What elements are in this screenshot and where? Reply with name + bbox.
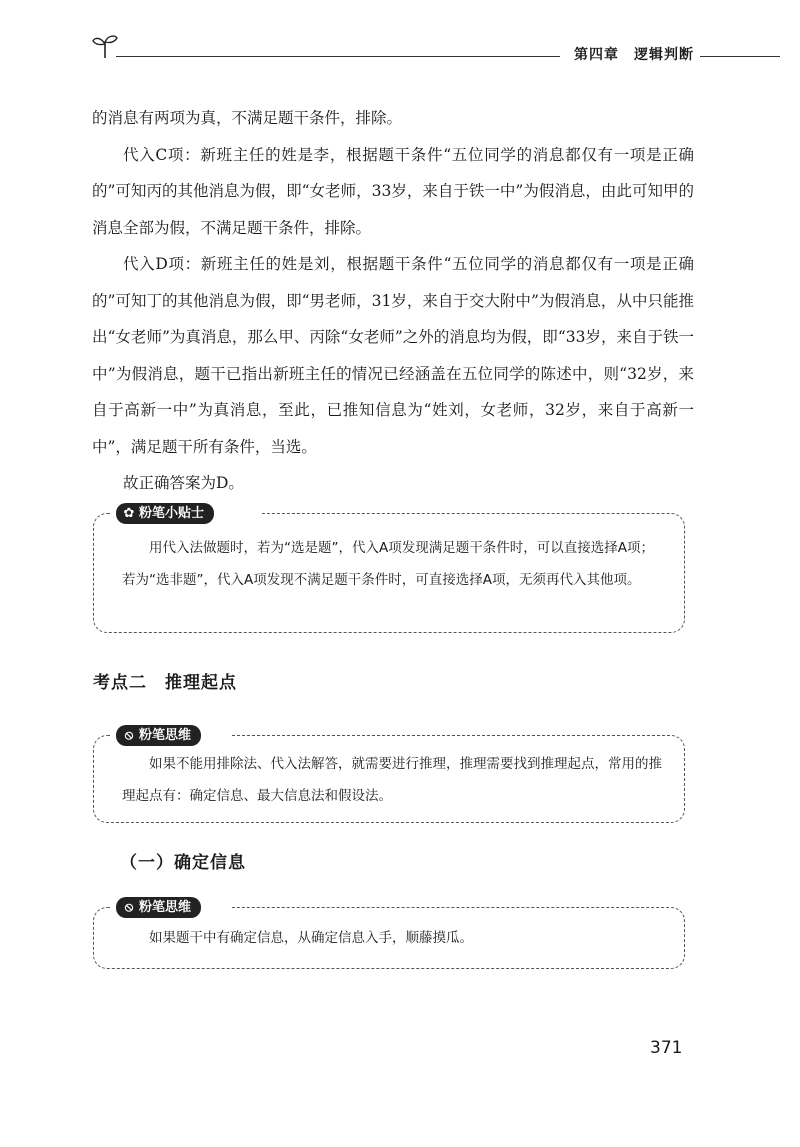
- page-number: 371: [650, 1038, 683, 1058]
- sprout-icon: ✿: [123, 506, 135, 521]
- tip-box-thinking-2: [93, 900, 685, 969]
- paragraph-3: 代入D项：新班主任的姓是刘，根据题干条件“五位同学的消息都仅有一项是正确的”可知丁的其他消息为假，即“男老师，31岁，来自于交大附中”为假消息，从中只能推出“女老师”为真消息，那么甲、丙除“女老师”之外的消息均为假，即“33岁，来自于铁一中”为假消息，题干已指出新班主任的情况已经涵盖在五位同学的陈述中，则“32岁，来自于高新一中”为真消息，至此，已推知信息为“姓刘，女老师，32岁，来自于高新一中”，满足题干所有条件，当选。: [92, 255, 694, 456]
- tip-paragraph: 如果题干中有确定信息，从确定信息入手，顺藤摸瓜。: [149, 930, 473, 946]
- no-sign-icon: ⦸: [124, 728, 134, 743]
- paragraph-1: 的消息有两项为真，不满足题干条件，排除。: [92, 109, 403, 127]
- paragraph-2: 代入C项：新班主任的姓是李，根据题干条件“五位同学的消息都仅有一项是正确的”可知丙的其他消息为假，即“女老师，33岁，来自于铁一中”为假消息，由此可知甲的消息全部为假，不满足题干条件，排除。: [92, 145, 694, 237]
- tip-text: [94, 514, 684, 602]
- no-sign-icon: ⦸: [124, 900, 134, 915]
- tip-label: ⦸ 粉笔思维: [116, 725, 201, 746]
- subsection-title: （一）确定信息: [120, 853, 246, 873]
- section-title: 考点二 推理起点: [93, 673, 237, 693]
- header-rule-right: [690, 56, 780, 57]
- tip-label: ✿ 粉笔小贴士: [116, 503, 214, 524]
- tip-paragraph: 如果不能用排除法、代入法解答，就需要进行推理，推理需要找到推理起点，常用的推理起点有：确定信息、最大信息法和假设法。: [122, 756, 662, 804]
- paragraph-4: 故正确答案为D。: [123, 474, 244, 492]
- body-text: [92, 100, 694, 502]
- tip-paragraph: 用代入法做题时，若为“选是题”，代入A项发现满足题干条件时，可以直接选择A项；若为“选非题”，代入A项发现不满足题干条件时，可直接选择A项，无须再代入其他项。: [122, 540, 654, 588]
- tip-box-tips: [93, 506, 685, 633]
- tip-box-thinking-1: [93, 728, 685, 823]
- tip-text: [94, 736, 684, 818]
- tip-label: ⦸ 粉笔思维: [116, 897, 201, 918]
- page-header: [90, 38, 780, 68]
- chapter-title: 第四章 逻辑判断: [560, 44, 700, 64]
